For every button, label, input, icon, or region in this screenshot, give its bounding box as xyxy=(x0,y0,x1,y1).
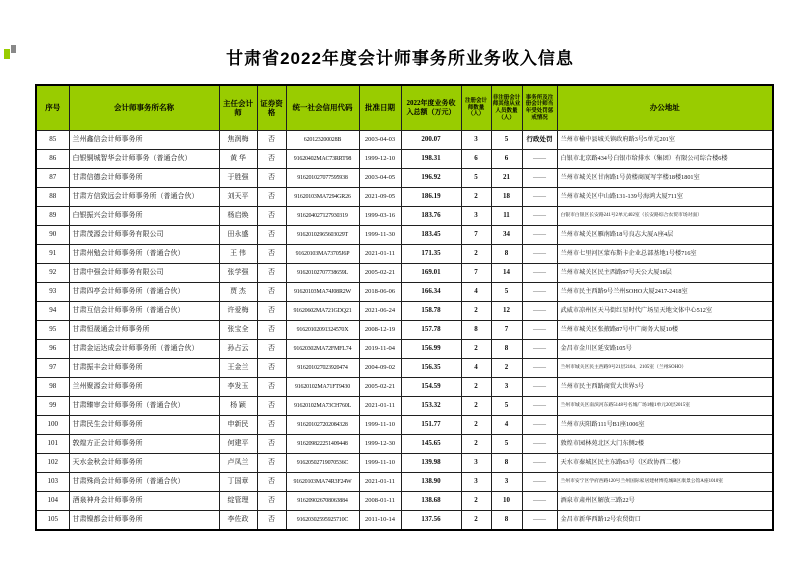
column-header-chief: 主任会计师 xyxy=(219,85,257,131)
cell-cpa: 5 xyxy=(461,169,491,188)
cell-penalty: —— xyxy=(522,454,557,473)
cell-penalty: —— xyxy=(522,378,557,397)
cell-staff: 5 xyxy=(491,131,522,150)
cell-code: 916209822251409448 xyxy=(286,435,359,454)
cell-chief: 王金兰 xyxy=(219,359,257,378)
cell-address: 金昌市新华西路12号农贸街口 xyxy=(557,511,773,531)
cell-chief: 杨 颖 xyxy=(219,397,257,416)
column-header-name: 会计师事务所名称 xyxy=(69,85,219,131)
cell-date: 2008-01-11 xyxy=(359,492,401,511)
cell-penalty: —— xyxy=(522,207,557,226)
cell-address: 兰州市城关区民主西路97号天公大厦18层 xyxy=(557,264,773,283)
cell-code: 91620103MA74J08R2W xyxy=(286,283,359,302)
cell-no: 90 xyxy=(36,226,69,245)
table-row xyxy=(36,340,773,359)
cell-penalty: —— xyxy=(522,226,557,245)
cell-cpa: 3 xyxy=(461,454,491,473)
cell-chief: 贾 杰 xyxy=(219,283,257,302)
cell-revenue: 186.19 xyxy=(401,188,461,207)
cell-address: 兰州市安宁区学府西路120号兰州国际家居建材博览城B区康景公馆A座1010室 xyxy=(557,473,773,492)
cell-cpa: 4 xyxy=(461,283,491,302)
cell-cpa: 2 xyxy=(461,378,491,397)
cell-address: 兰州市城关区张掖路87号中广商务大厦10楼 xyxy=(557,321,773,340)
cell-no: 102 xyxy=(36,454,69,473)
table-row xyxy=(36,283,773,302)
cell-name: 甘肃镍都会计师事务所 xyxy=(69,511,219,531)
cell-revenue: 200.07 xyxy=(401,131,461,150)
cell-date: 2011-10-14 xyxy=(359,511,401,531)
cell-chief: 黄 华 xyxy=(219,150,257,169)
cell-staff: 5 xyxy=(491,283,522,302)
table-row xyxy=(36,302,773,321)
cell-cpa: 7 xyxy=(461,226,491,245)
cell-name: 白银振兴会计师事务所 xyxy=(69,207,219,226)
cell-address: 金昌市金川区延安路105号 xyxy=(557,340,773,359)
cell-staff: 2 xyxy=(491,359,522,378)
cell-address: 白银市北京路434号白银市给排水（集团）有限公司综合楼6楼 xyxy=(557,150,773,169)
cell-chief: 张宝全 xyxy=(219,321,257,340)
cell-penalty: —— xyxy=(522,321,557,340)
cell-cpa: 2 xyxy=(461,340,491,359)
cell-name: 酒泉神舟会计师事务所 xyxy=(69,492,219,511)
cell-staff: 34 xyxy=(491,226,522,245)
cell-name: 甘肃四亭会计师事务所（普通合伙） xyxy=(69,283,219,302)
cell-staff: 8 xyxy=(491,454,522,473)
cell-code: 91620102091324570X xyxy=(286,321,359,340)
cell-securities: 否 xyxy=(257,207,286,226)
cell-cpa: 8 xyxy=(461,321,491,340)
cell-securities: 否 xyxy=(257,150,286,169)
cell-code: 91620302595925710C xyxy=(286,511,359,531)
table-row xyxy=(36,435,773,454)
cell-cpa: 6 xyxy=(461,150,491,169)
column-header-penalty: 事务所及注册会计师当年受处罚惩戒情况 xyxy=(522,85,557,131)
cell-code: 91620102MA73CH760L xyxy=(286,397,359,416)
cell-address: 武威市凉州区天马街红星时代广场星天地文体中心512室 xyxy=(557,302,773,321)
cell-no: 99 xyxy=(36,397,69,416)
cell-staff: 4 xyxy=(491,416,522,435)
cell-code: 91620602MA721GDQ21 xyxy=(286,302,359,321)
cell-no: 105 xyxy=(36,511,69,531)
cell-securities: 否 xyxy=(257,473,286,492)
cell-securities: 否 xyxy=(257,435,286,454)
cell-no: 95 xyxy=(36,321,69,340)
cell-address: 兰州市城关区南滨河东路5148号名城广场1幢1单元20层2015室 xyxy=(557,397,773,416)
cell-revenue: 183.45 xyxy=(401,226,461,245)
cell-no: 88 xyxy=(36,188,69,207)
column-header-cpa: 注册会计师数量（人） xyxy=(461,85,491,131)
table-row xyxy=(36,169,773,188)
cell-code: 91620502719070536C xyxy=(286,454,359,473)
cell-staff: 7 xyxy=(491,321,522,340)
cell-name: 白银铜城智华会计师事务（普通合伙） xyxy=(69,150,219,169)
cell-revenue: 166.34 xyxy=(401,283,461,302)
column-header-address: 办公地址 xyxy=(557,85,773,131)
cell-name: 甘肃民生会计师事务所 xyxy=(69,416,219,435)
cell-date: 2003-04-03 xyxy=(359,131,401,150)
table-row xyxy=(36,188,773,207)
cell-penalty: —— xyxy=(522,416,557,435)
cell-staff: 6 xyxy=(491,150,522,169)
page-title: 甘肃省2022年度会计师事务所业务收入信息 xyxy=(226,49,574,68)
cell-date: 2008-12-19 xyxy=(359,321,401,340)
cell-no: 104 xyxy=(36,492,69,511)
cell-staff: 8 xyxy=(491,511,522,531)
cell-date: 2021-09-05 xyxy=(359,188,401,207)
cell-penalty: —— xyxy=(522,359,557,378)
cell-revenue: 151.77 xyxy=(401,416,461,435)
cell-chief: 申新民 xyxy=(219,416,257,435)
cell-cpa: 4 xyxy=(461,359,491,378)
cell-penalty: —— xyxy=(522,264,557,283)
cell-code: 620123200028B xyxy=(286,131,359,150)
cell-name: 甘肃信德会计师事务所 xyxy=(69,169,219,188)
cell-date: 2021-06-24 xyxy=(359,302,401,321)
cell-chief: 何建平 xyxy=(219,435,257,454)
cell-date: 2021-01-11 xyxy=(359,245,401,264)
cell-no: 101 xyxy=(36,435,69,454)
cell-no: 96 xyxy=(36,340,69,359)
cell-name: 兰州鑫信会计师事务所 xyxy=(69,131,219,150)
cell-securities: 否 xyxy=(257,492,286,511)
cell-address: 酒泉市肃州区解放三路22号 xyxy=(557,492,773,511)
cell-penalty: —— xyxy=(522,473,557,492)
table-row xyxy=(36,207,773,226)
cell-no: 97 xyxy=(36,359,69,378)
cell-revenue: 137.56 xyxy=(401,511,461,531)
cell-securities: 否 xyxy=(257,378,286,397)
cell-cpa: 3 xyxy=(461,473,491,492)
table-row xyxy=(36,131,773,150)
cell-revenue: 154.59 xyxy=(401,378,461,397)
cell-no: 85 xyxy=(36,131,69,150)
cell-code: 91620103MA74R3F24W xyxy=(286,473,359,492)
cell-name: 天水金秋会计师事务所 xyxy=(69,454,219,473)
cell-date: 1999-11-10 xyxy=(359,454,401,473)
cell-securities: 否 xyxy=(257,454,286,473)
cell-code: 916201027077595938 xyxy=(286,169,359,188)
cell-name: 甘肃臻审会计师事务所（普通合伙） xyxy=(69,397,219,416)
cell-code: 91620102707738659L xyxy=(286,264,359,283)
table-row xyxy=(36,245,773,264)
header-row xyxy=(36,85,773,131)
cell-penalty: —— xyxy=(522,302,557,321)
cell-date: 1999-11-10 xyxy=(359,416,401,435)
cell-cpa: 2 xyxy=(461,245,491,264)
cell-revenue: 156.35 xyxy=(401,359,461,378)
table-row xyxy=(36,378,773,397)
cell-code: 91620302MA72FMFL74 xyxy=(286,340,359,359)
cell-penalty: —— xyxy=(522,188,557,207)
cell-no: 103 xyxy=(36,473,69,492)
cell-securities: 否 xyxy=(257,264,286,283)
cell-cpa: 2 xyxy=(461,511,491,531)
cell-code: 91620103MA73705J6P xyxy=(286,245,359,264)
cell-staff: 3 xyxy=(491,473,522,492)
cell-penalty: —— xyxy=(522,435,557,454)
cell-securities: 否 xyxy=(257,416,286,435)
cell-chief: 孙占云 xyxy=(219,340,257,359)
cell-no: 92 xyxy=(36,264,69,283)
revenue-table xyxy=(35,84,774,531)
cell-no: 87 xyxy=(36,169,69,188)
cell-date: 2005-02-21 xyxy=(359,378,401,397)
cell-chief: 焦润梅 xyxy=(219,131,257,150)
cell-date: 2019-11-04 xyxy=(359,340,401,359)
cell-staff: 12 xyxy=(491,302,522,321)
cell-chief: 李发玉 xyxy=(219,378,257,397)
cell-name: 甘肃殊尚会计师事务所（普通合伙） xyxy=(69,473,219,492)
cell-staff: 11 xyxy=(491,207,522,226)
cell-address: 天水市秦城区民主东路63号（区政协西二楼） xyxy=(557,454,773,473)
cell-name: 甘肃方信致远会计师事务所（普通合伙） xyxy=(69,188,219,207)
cell-date: 1999-03-16 xyxy=(359,207,401,226)
cell-name: 甘肃茂源会计师事务有限公司 xyxy=(69,226,219,245)
cell-code: 916201027202084328 xyxy=(286,416,359,435)
table-row xyxy=(36,397,773,416)
cell-date: 2005-02-21 xyxy=(359,264,401,283)
cell-securities: 否 xyxy=(257,321,286,340)
cell-cpa: 3 xyxy=(461,131,491,150)
cell-chief: 许爱梅 xyxy=(219,302,257,321)
cell-staff: 21 xyxy=(491,169,522,188)
cell-revenue: 198.31 xyxy=(401,150,461,169)
cell-revenue: 138.68 xyxy=(401,492,461,511)
cell-name: 甘肃金运达成会计师事务所（普通合伙） xyxy=(69,340,219,359)
cell-chief: 张学强 xyxy=(219,264,257,283)
cell-staff: 8 xyxy=(491,245,522,264)
table-row xyxy=(36,226,773,245)
cell-no: 91 xyxy=(36,245,69,264)
cell-no: 94 xyxy=(36,302,69,321)
cell-name: 甘肃恒晟通会计师事务所 xyxy=(69,321,219,340)
cell-address: 兰州市城关区中山路131-139号海鸿大厦711室 xyxy=(557,188,773,207)
cell-name: 兰州聚源会计师事务所 xyxy=(69,378,219,397)
cell-code: 916209026708063884 xyxy=(286,492,359,511)
cell-no: 89 xyxy=(36,207,69,226)
cell-date: 1999-11-30 xyxy=(359,226,401,245)
column-header-staff: 非注册会计师其他从业人员数量（人） xyxy=(491,85,522,131)
cell-staff: 14 xyxy=(491,264,522,283)
cell-no: 93 xyxy=(36,283,69,302)
cell-address: 白银市白银区长安路241号2单元402室（长安路综合农贸市场对面） xyxy=(557,207,773,226)
cell-no: 98 xyxy=(36,378,69,397)
cell-code: 916201027023920474 xyxy=(286,359,359,378)
cell-staff: 8 xyxy=(491,340,522,359)
cell-code: 91620402MAC73RRT98 xyxy=(286,150,359,169)
cell-securities: 否 xyxy=(257,511,286,531)
cell-address: 兰州市榆中县城关镇政府路3号5单元201室 xyxy=(557,131,773,150)
cell-securities: 否 xyxy=(257,397,286,416)
cell-date: 2003-04-05 xyxy=(359,169,401,188)
cell-revenue: 171.35 xyxy=(401,245,461,264)
cell-date: 2018-06-06 xyxy=(359,283,401,302)
column-header-code: 统一社会信用代码 xyxy=(286,85,359,131)
column-header-no: 序号 xyxy=(36,85,69,131)
cell-revenue: 139.98 xyxy=(401,454,461,473)
cell-chief: 王 伟 xyxy=(219,245,257,264)
cell-penalty: —— xyxy=(522,150,557,169)
cell-chief: 于胜强 xyxy=(219,169,257,188)
cell-cpa: 2 xyxy=(461,397,491,416)
cell-revenue: 183.76 xyxy=(401,207,461,226)
cell-cpa: 2 xyxy=(461,302,491,321)
cell-cpa: 2 xyxy=(461,416,491,435)
cell-securities: 否 xyxy=(257,283,286,302)
cell-staff: 18 xyxy=(491,188,522,207)
cell-address: 兰州市庆阳路111号B1座1006室 xyxy=(557,416,773,435)
cell-penalty: —— xyxy=(522,511,557,531)
cell-name: 甘肃中强会计师事务有限公司 xyxy=(69,264,219,283)
table-row xyxy=(36,454,773,473)
cell-date: 2021-01-11 xyxy=(359,397,401,416)
table-row xyxy=(36,511,773,531)
cell-date: 2004-09-02 xyxy=(359,359,401,378)
cell-code: 91620103MA7294GR26 xyxy=(286,188,359,207)
cell-chief: 绽管理 xyxy=(219,492,257,511)
cell-date: 1999-12-30 xyxy=(359,435,401,454)
cell-date: 1999-12-10 xyxy=(359,150,401,169)
table-row xyxy=(36,264,773,283)
table-row xyxy=(36,492,773,511)
cell-name: 甘肃州勉会计师事务所（普通合伙） xyxy=(69,245,219,264)
cell-cpa: 2 xyxy=(461,435,491,454)
cell-cpa: 2 xyxy=(461,492,491,511)
cell-penalty: —— xyxy=(522,492,557,511)
cell-no: 100 xyxy=(36,416,69,435)
cell-staff: 10 xyxy=(491,492,522,511)
cell-revenue: 169.01 xyxy=(401,264,461,283)
column-header-date: 批准日期 xyxy=(359,85,401,131)
cell-chief: 杨启焕 xyxy=(219,207,257,226)
cell-staff: 5 xyxy=(491,397,522,416)
table-row xyxy=(36,473,773,492)
cell-securities: 否 xyxy=(257,188,286,207)
cell-revenue: 158.78 xyxy=(401,302,461,321)
cell-chief: 刘天平 xyxy=(219,188,257,207)
cell-chief: 李佐政 xyxy=(219,511,257,531)
cell-chief: 田永盛 xyxy=(219,226,257,245)
column-header-securities: 证券资格 xyxy=(257,85,286,131)
cell-staff: 5 xyxy=(491,435,522,454)
cell-address: 兰州市城关区民主西路9号21层2104、2105室（兰州SOHO） xyxy=(557,359,773,378)
cell-penalty: —— xyxy=(522,397,557,416)
table-header xyxy=(36,85,773,131)
cell-cpa: 2 xyxy=(461,188,491,207)
cell-address: 兰州市民主西路9号兰州SOHO大厦2417-2418室 xyxy=(557,283,773,302)
table-row xyxy=(36,150,773,169)
table-row xyxy=(36,359,773,378)
cell-penalty: —— xyxy=(522,340,557,359)
cell-chief: 丁国章 xyxy=(219,473,257,492)
cell-no: 86 xyxy=(36,150,69,169)
cell-revenue: 196.92 xyxy=(401,169,461,188)
cell-cpa: 3 xyxy=(461,207,491,226)
cell-name: 敦煌方正会计师事务所 xyxy=(69,435,219,454)
column-header-revenue: 2022年度业务收入总额（万元） xyxy=(401,85,461,131)
cell-revenue: 156.99 xyxy=(401,340,461,359)
cell-address: 兰州市城关区甘南路1号黄楼商厦写字楼18楼1801室 xyxy=(557,169,773,188)
cell-penalty: —— xyxy=(522,169,557,188)
cell-code: 91620102965603029T xyxy=(286,226,359,245)
cell-revenue: 138.90 xyxy=(401,473,461,492)
cell-revenue: 157.78 xyxy=(401,321,461,340)
cell-date: 2021-01-11 xyxy=(359,473,401,492)
cell-address: 兰州市民主西路商贸大世界3号 xyxy=(557,378,773,397)
cell-address: 兰州市城关区雁南路18号良志大厦A座4层 xyxy=(557,226,773,245)
cell-name: 甘肃振丰会计师事务所 xyxy=(69,359,219,378)
cell-securities: 否 xyxy=(257,245,286,264)
cell-revenue: 145.65 xyxy=(401,435,461,454)
cell-securities: 否 xyxy=(257,359,286,378)
cell-staff: 3 xyxy=(491,378,522,397)
cell-code: 916204027127930319 xyxy=(286,207,359,226)
cell-securities: 否 xyxy=(257,340,286,359)
cell-chief: 卢凤兰 xyxy=(219,454,257,473)
table-row xyxy=(36,416,773,435)
cell-revenue: 153.32 xyxy=(401,397,461,416)
cell-securities: 否 xyxy=(257,131,286,150)
cell-securities: 否 xyxy=(257,226,286,245)
table-row xyxy=(36,321,773,340)
cell-name: 甘肃互信会计师事务所（普通合伙） xyxy=(69,302,219,321)
cell-code: 91620102MA71FT9430 xyxy=(286,378,359,397)
cell-securities: 否 xyxy=(257,169,286,188)
cell-penalty: 行政处罚 xyxy=(522,131,557,150)
cell-cpa: 7 xyxy=(461,264,491,283)
cell-penalty: —— xyxy=(522,245,557,264)
cell-securities: 否 xyxy=(257,302,286,321)
cell-address: 敦煌市园林苑北区大门东侧2楼 xyxy=(557,435,773,454)
cell-penalty: —— xyxy=(522,283,557,302)
cell-address: 兰州市七里河区蒙布斯卡企业总部基地1号楼716室 xyxy=(557,245,773,264)
